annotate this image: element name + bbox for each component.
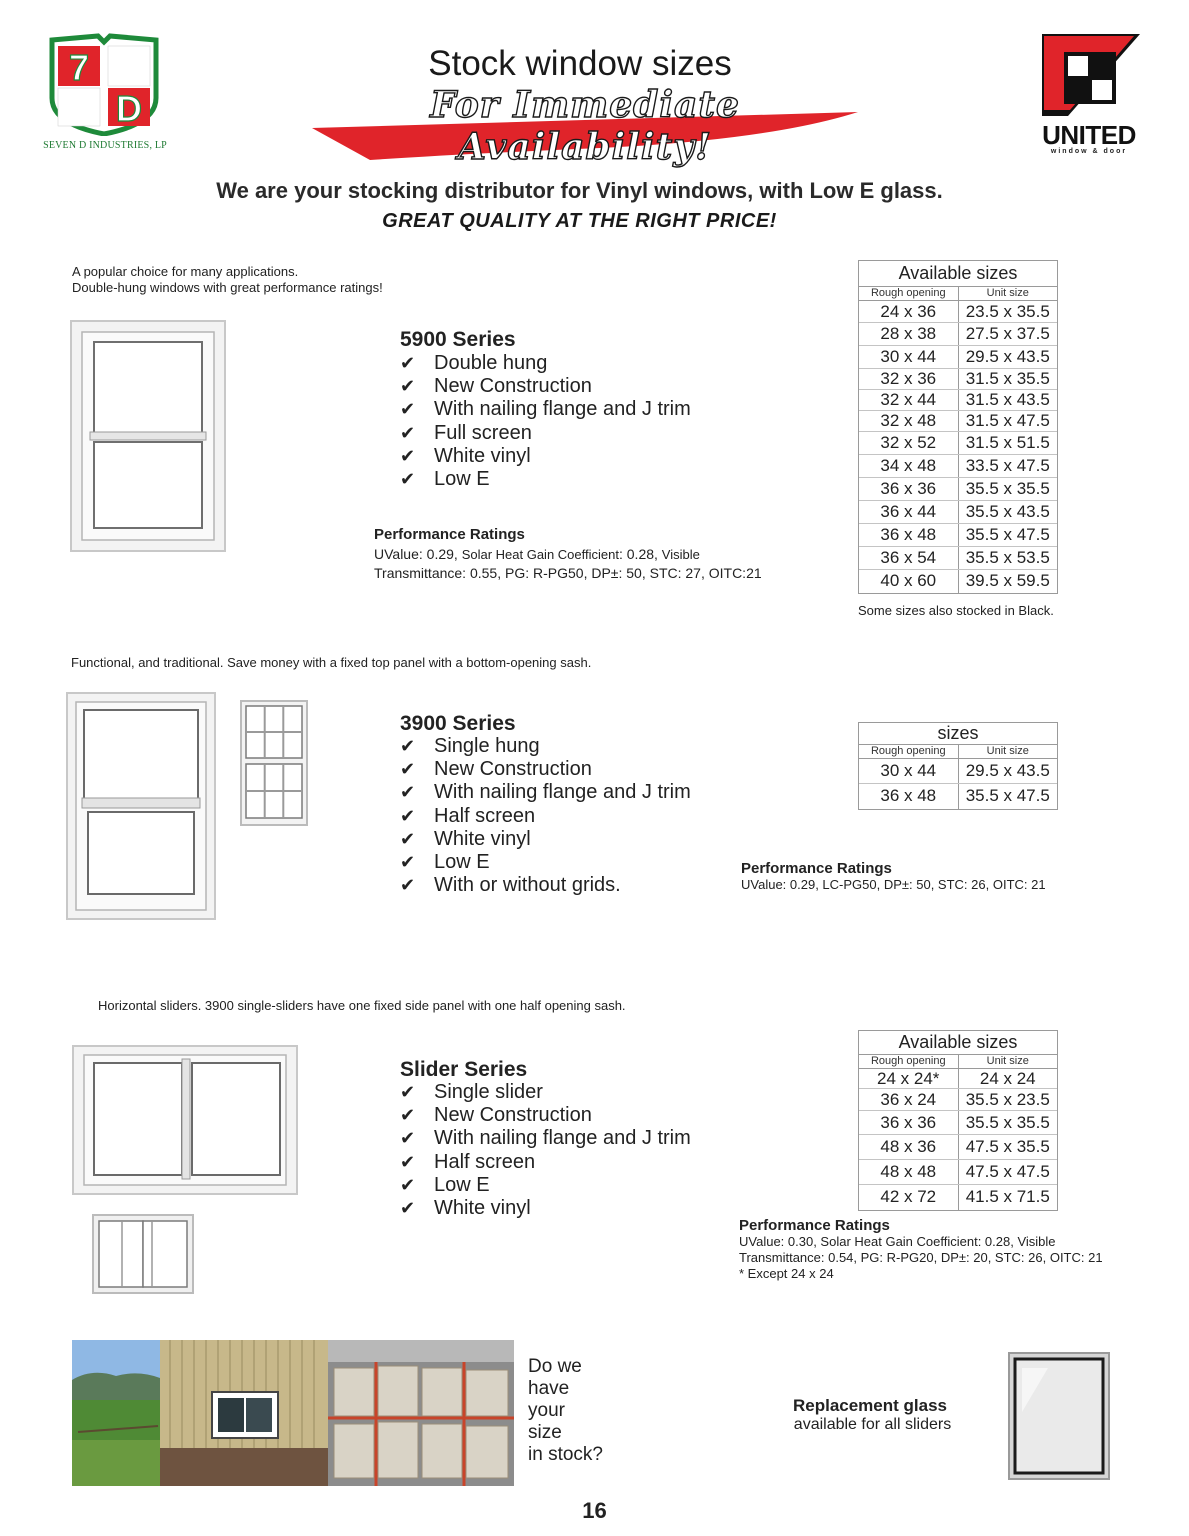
- series-5900-intro: [72, 264, 383, 296]
- feature-label: White vinyl: [434, 1196, 531, 1219]
- cell: 39.5 x 59.5: [965, 571, 1050, 590]
- feature-item: [400, 445, 691, 468]
- cell: 35.5 x 47.5: [965, 786, 1050, 805]
- table-row: [859, 1089, 1057, 1111]
- table-row: [859, 432, 1057, 455]
- table-row: [859, 301, 1057, 323]
- table-row: [859, 346, 1057, 369]
- cell: 23.5 x 35.5: [965, 302, 1050, 321]
- stock-photo-strip: [72, 1340, 514, 1486]
- table-row: [859, 1135, 1057, 1160]
- banner-text: For Immediate Availability!: [430, 84, 740, 168]
- cell: 31.5 x 47.5: [965, 411, 1050, 430]
- check-icon: ✔: [400, 828, 416, 849]
- series-3900-features: [400, 735, 691, 897]
- check-icon: ✔: [400, 875, 416, 896]
- table-title: Available sizes: [859, 1031, 1057, 1055]
- perf-shgc-value: : 0.28,: [618, 546, 662, 562]
- feature-item: [400, 1151, 691, 1174]
- slider-intro: Horizontal sliders. 3900 single-sliders have one fixed side panel with one half opening sash.: [98, 998, 626, 1013]
- cell: 36 x 54: [859, 547, 959, 569]
- perf-line: UValue: 0.30, Solar Heat Gain Coefficient: 0.28, Visible: [739, 1234, 1056, 1249]
- cell: 31.5 x 43.5: [965, 390, 1050, 409]
- cell: 32 x 44: [859, 390, 959, 410]
- table-row: [859, 1185, 1057, 1210]
- series-5900-features: [400, 352, 691, 491]
- logo-letter-d: D: [116, 88, 142, 129]
- check-icon: ✔: [400, 468, 416, 489]
- cell: 35.5 x 35.5: [965, 479, 1050, 498]
- feature-label: White vinyl: [434, 827, 531, 850]
- table-title: Available sizes: [859, 261, 1057, 287]
- check-icon: ✔: [400, 422, 416, 443]
- feature-label: New Construction: [434, 1104, 592, 1127]
- cell: 36 x 36: [859, 478, 959, 500]
- double-hung-window-image: [70, 320, 226, 552]
- series-5900-perf-title: Performance Ratings: [374, 526, 525, 543]
- feature-label: White vinyl: [434, 444, 531, 467]
- cell: 41.5 x 71.5: [965, 1187, 1050, 1206]
- cell: 47.5 x 35.5: [965, 1137, 1050, 1156]
- cell: 30 x 44: [859, 346, 959, 368]
- table-row: [859, 547, 1057, 570]
- col-unit-size: Unit size: [986, 287, 1029, 299]
- feature-item: [400, 1127, 691, 1150]
- cell: 42 x 72: [859, 1185, 959, 1210]
- perf-line: [374, 545, 834, 564]
- cell: 35.5 x 53.5: [965, 548, 1050, 567]
- feature-item: [400, 1197, 691, 1220]
- feature-label: With nailing flange and J trim: [434, 781, 691, 804]
- feature-item: [400, 375, 691, 398]
- cell: 31.5 x 51.5: [965, 433, 1050, 452]
- series-5900-size-table: [858, 260, 1058, 594]
- cell: 35.5 x 47.5: [965, 525, 1050, 544]
- series-3900-perf-text: UValue: 0.29, LC-PG50, DP±: 50, STC: 26, OITC: 21: [741, 877, 1046, 892]
- cell: 47.5 x 47.5: [965, 1162, 1050, 1181]
- series-5900-perf-text: [374, 545, 834, 582]
- cell: 35.5 x 43.5: [965, 502, 1050, 521]
- feature-item: [400, 735, 691, 758]
- table-header: [859, 1055, 1057, 1069]
- question-line: your: [528, 1400, 565, 1421]
- question-line: Do we: [528, 1356, 582, 1377]
- feature-label: Single hung: [434, 735, 540, 757]
- check-icon: ✔: [400, 353, 416, 373]
- question-line: in stock?: [528, 1444, 603, 1465]
- cell: 48 x 48: [859, 1160, 959, 1184]
- cell: 24 x 24: [979, 1069, 1036, 1088]
- page-number: 16: [582, 1498, 607, 1523]
- table-header: [859, 745, 1057, 759]
- check-icon: ✔: [400, 445, 416, 466]
- table-row: [859, 323, 1057, 346]
- intro-line: A popular choice for many applications.: [72, 264, 299, 279]
- replacement-glass-image: [1008, 1352, 1110, 1480]
- feature-label: Low E: [434, 850, 490, 873]
- check-icon: ✔: [400, 1082, 416, 1102]
- perf-line: Transmittance: 0.54, PG: R-PG20, DP±: 20, STC: 26, OITC: 21: [739, 1250, 1103, 1265]
- cell: 36 x 44: [859, 501, 959, 523]
- series-3900-title: 3900 Series: [400, 712, 516, 735]
- feature-label: With or without grids.: [434, 874, 621, 897]
- feature-item: [400, 851, 691, 874]
- seven-d-logo: [48, 32, 160, 136]
- check-icon: ✔: [400, 1197, 416, 1218]
- check-icon: ✔: [400, 736, 416, 756]
- cell: 32 x 48: [859, 411, 959, 431]
- feature-item: [400, 1104, 691, 1127]
- col-rough-opening: Rough opening: [859, 745, 959, 758]
- feature-item: [400, 1081, 691, 1104]
- check-icon: ✔: [400, 1151, 416, 1172]
- series-3900-perf-title: Performance Ratings: [741, 860, 892, 877]
- united-logo: [1040, 32, 1144, 128]
- tagline: We are your stocking distributor for Vinyl windows, with Low E glass.: [216, 178, 943, 203]
- replacement-glass-subtitle: available for all sliders: [793, 1416, 952, 1433]
- feature-item: [400, 352, 691, 375]
- check-icon: ✔: [400, 759, 416, 780]
- cell: 29.5 x 43.5: [965, 347, 1050, 366]
- grid-window-image: [240, 700, 308, 826]
- col-unit-size: Unit size: [986, 1055, 1029, 1067]
- small-slider-image: [92, 1214, 194, 1294]
- cell: 36 x 48: [859, 784, 959, 809]
- table-header: [859, 287, 1057, 301]
- tagline-slogan: GREAT QUALITY AT THE RIGHT PRICE!: [382, 210, 777, 232]
- page-title: Stock window sizes: [428, 44, 732, 83]
- cell: 36 x 36: [859, 1111, 959, 1134]
- table-row: [859, 369, 1057, 390]
- feature-item: [400, 828, 691, 851]
- cell: 29.5 x 43.5: [965, 761, 1050, 780]
- col-unit-size: Unit size: [986, 745, 1029, 757]
- united-name: UNITED: [1042, 120, 1136, 150]
- cell: 34 x 48: [859, 455, 959, 477]
- perf-visible: Visible: [661, 547, 700, 562]
- feature-item: [400, 422, 691, 445]
- cell: 28 x 38: [859, 323, 959, 345]
- cell: 40 x 60: [859, 570, 959, 593]
- cell: 24 x 24*: [859, 1069, 959, 1088]
- check-icon: ✔: [400, 782, 416, 803]
- question-line: size: [528, 1422, 562, 1443]
- table-row: [859, 524, 1057, 547]
- feature-label: Half screen: [434, 804, 536, 827]
- slider-perf-text: [739, 1234, 1103, 1282]
- cell: 27.5 x 37.5: [965, 324, 1050, 343]
- check-icon: ✔: [400, 1128, 416, 1149]
- feature-label: Half screen: [434, 1150, 536, 1173]
- table-row: [859, 759, 1057, 784]
- table-row: [859, 1111, 1057, 1135]
- check-icon: ✔: [400, 851, 416, 872]
- feature-item: [400, 781, 691, 804]
- feature-label: Full screen: [434, 421, 532, 444]
- cell: 36 x 24: [859, 1089, 959, 1110]
- black-stock-note: Some sizes also stocked in Black.: [858, 603, 1054, 618]
- perf-line: * Except 24 x 24: [739, 1266, 834, 1281]
- cell: 24 x 36: [859, 301, 959, 322]
- feature-item: [400, 468, 691, 491]
- feature-label: Low E: [434, 1173, 490, 1196]
- table-row: [859, 455, 1057, 478]
- table-row: [859, 1160, 1057, 1185]
- table-row: [859, 501, 1057, 524]
- feature-item: [400, 758, 691, 781]
- feature-label: With nailing flange and J trim: [434, 398, 691, 421]
- check-icon: ✔: [400, 376, 416, 397]
- table-row: [859, 570, 1057, 593]
- question-line: have: [528, 1378, 570, 1399]
- feature-item: [400, 874, 691, 897]
- check-icon: ✔: [400, 1174, 416, 1195]
- col-rough-opening: Rough opening: [859, 1055, 959, 1068]
- cell: 33.5 x 47.5: [965, 456, 1050, 475]
- cell: 31.5 x 35.5: [965, 369, 1050, 388]
- perf-line: Transmittance: 0.55, PG: R-PG50, DP±: 50, STC: 27, OITC:21: [374, 565, 762, 581]
- feature-label: Single slider: [434, 1081, 543, 1103]
- slider-window-image: [72, 1045, 298, 1195]
- slider-features: [400, 1081, 691, 1220]
- feature-label: Low E: [434, 467, 490, 490]
- slider-title: Slider Series: [400, 1058, 528, 1081]
- intro-line: Double-hung windows with great performance ratings!: [72, 280, 383, 295]
- slider-size-table: [858, 1030, 1058, 1211]
- stock-question: [528, 1356, 603, 1466]
- feature-label: With nailing flange and J trim: [434, 1127, 691, 1150]
- feature-item: [400, 1174, 691, 1197]
- replacement-glass-title: Replacement glass: [792, 1396, 947, 1415]
- table-row: [859, 1069, 1057, 1089]
- series-3900-size-table: [858, 722, 1058, 810]
- perf-uvalue: UValue: 0.29,: [374, 546, 462, 562]
- feature-label: New Construction: [434, 758, 592, 781]
- cell: 36 x 48: [859, 524, 959, 546]
- slider-perf-title: Performance Ratings: [739, 1217, 890, 1234]
- series-3900-intro: Functional, and traditional. Save money with a fixed top panel with a bottom-opening sash.: [71, 655, 592, 670]
- check-icon: ✔: [400, 1105, 416, 1126]
- perf-shgc-label: Solar Heat Gain Coefficient: [461, 547, 619, 562]
- table-row: [859, 411, 1057, 432]
- united-tagline: window & door: [1050, 148, 1128, 155]
- cell: 32 x 52: [859, 432, 959, 454]
- cell: 32 x 36: [859, 369, 959, 389]
- feature-item: [400, 398, 691, 421]
- check-icon: ✔: [400, 805, 416, 826]
- check-icon: ✔: [400, 399, 416, 420]
- table-title: sizes: [859, 723, 1057, 745]
- single-hung-window-image: [66, 692, 216, 920]
- cell: 35.5 x 23.5: [965, 1090, 1050, 1109]
- cell: 48 x 36: [859, 1135, 959, 1159]
- table-row: [859, 390, 1057, 411]
- col-rough-opening: Rough opening: [859, 287, 959, 300]
- series-5900-title: 5900 Series: [400, 328, 516, 351]
- cell: 30 x 44: [859, 759, 959, 783]
- logo-letter-7: 7: [68, 47, 90, 88]
- cell: 35.5 x 35.5: [965, 1113, 1050, 1132]
- table-row: [859, 478, 1057, 501]
- feature-label: Double hung: [434, 352, 548, 374]
- company-name: SEVEN D INDUSTRIES, LP: [43, 140, 167, 151]
- table-row: [859, 784, 1057, 809]
- feature-label: New Construction: [434, 375, 592, 398]
- feature-item: [400, 805, 691, 828]
